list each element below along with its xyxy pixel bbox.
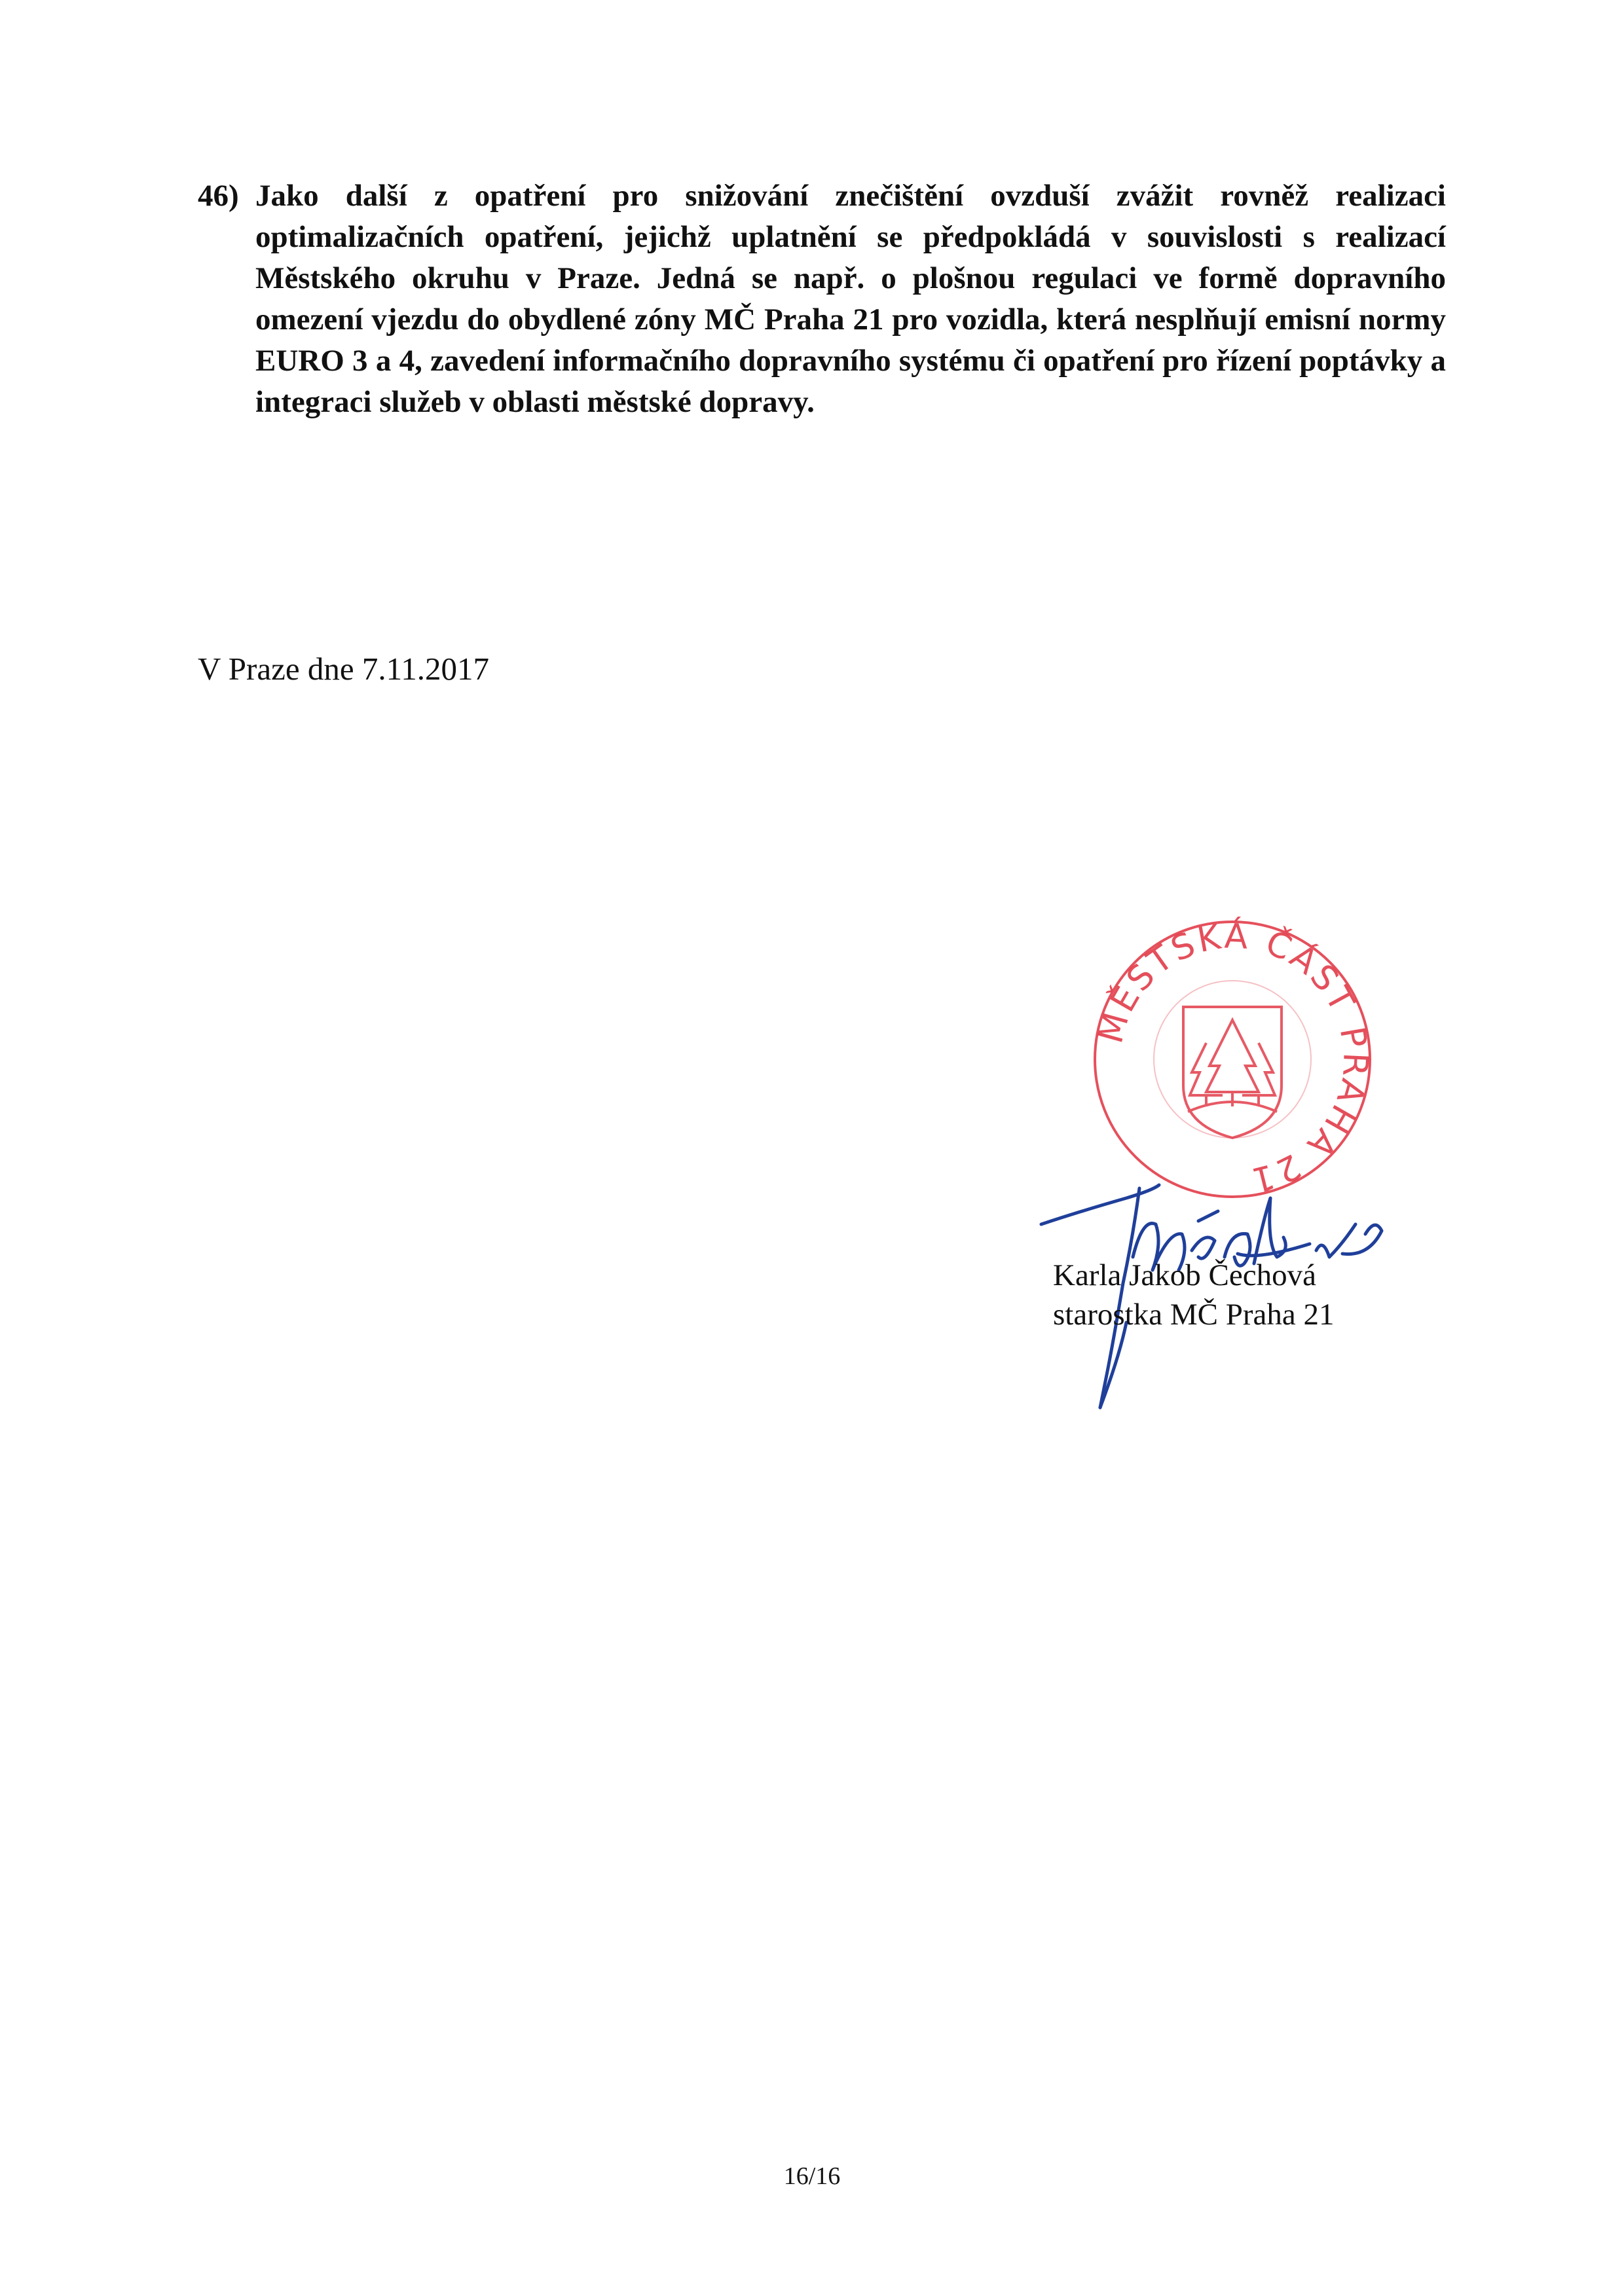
place-date: V Praze dne 7.11.2017 (198, 651, 489, 687)
signer-block (1053, 1256, 1334, 1334)
signer-title: starostka MČ Praha 21 (1053, 1298, 1335, 1332)
item-number: 46) (198, 179, 239, 213)
list-item-46 (198, 175, 1446, 423)
item-text: Jako další z opatření pro snižování znečištění ovzduší zvážit rovněž realizaci optimalizačních opatření, jejichž uplatnění se předpokládá v souvislosti s realizací Městského okruhu v Praze. Jedná se např. o plošnou regulaci ve formě dopravního omezení vjezdu do obydlené zóny MČ Praha 21 pro vozidla, která nesplňují emisní normy EURO 3 a 4, zavedení informačního dopravního systému či opatření pro řízení poptávky a integraci služeb v oblasti městské dopravy. (255, 179, 1446, 419)
stamp-text: MĚSTSKÁ ČÁST PRAHA 21 (1091, 917, 1375, 1201)
signer-name: Karla Jakob Čechová (1053, 1258, 1316, 1292)
coat-of-arms-icon (1183, 1007, 1282, 1138)
page-number: 16/16 (783, 2162, 841, 2190)
